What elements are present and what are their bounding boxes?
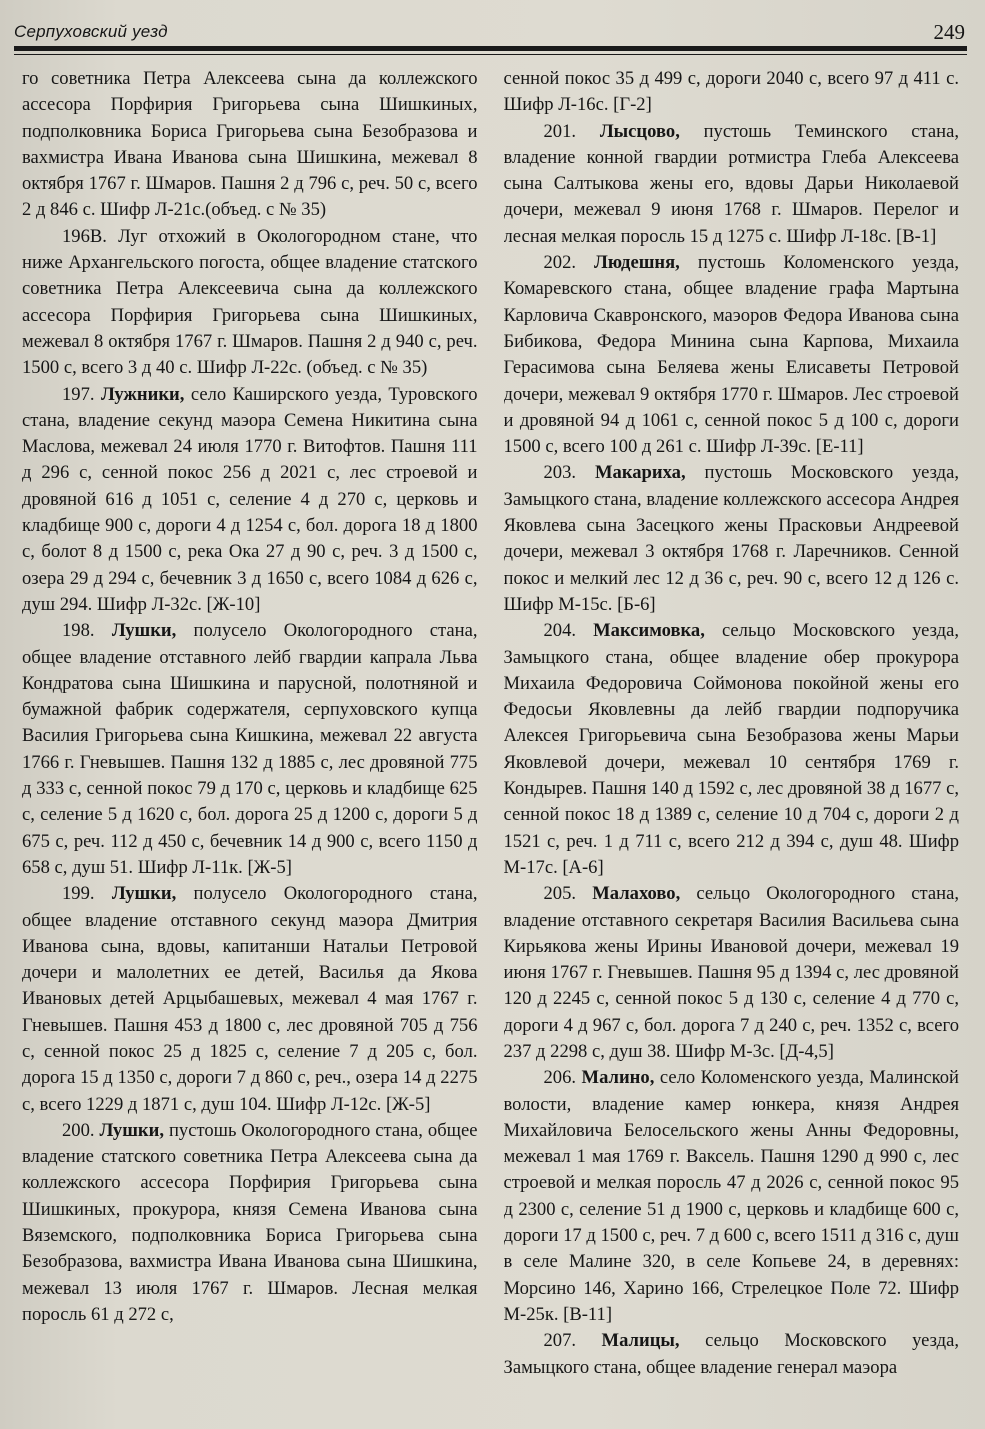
entry-continued: сенной покос 35 д 499 с, дороги 2040 с, всего 97 д 411 с. Шифр Л-16с. [Г-2] [503,68,959,116]
header-rule-thick [14,46,967,51]
entry-name: Людешня, [594,252,680,274]
entry-207: 207. Малицы, сельцо Московского уезда, Замыцкого стана, общее владение генерал маэора [503,1330,959,1378]
entry-name: Лысцово, [599,120,680,142]
entry-200: 200. Лушки, пустошь Окологородного стана, общее владение статского советника Петра Алексеева сына да коллежского ассесора Порфирия Григорьева сына Шишкиных, прокурора, князя Семена Иванова сына Вяземского, подполковника Бориса Григорьева сына Безобразова, вахмистра Ивана Иванова сына Шишкина, межевал 13 июля 1767 г. Шмаров. Лесная мелкая поросль 61 д 272 с, [22,1119,478,1325]
entry-name: Макариха, [594,462,686,484]
right-column [504,66,960,1429]
running-head: Серпуховский уезд [14,22,168,41]
text-columns [22,66,959,1429]
entry-205: 205. Малахово, сельцо Окологородного стана, владение отставного секретаря Василия Васильева сына Кирьякова жены Ирины Ивановой дочери, межевал 19 июня 1767 г. Гневышев. Пашня 95 д 1394 с, лес дровяной 120 д 2245 с, сенной покос 5 д 130 с, селение 4 д 770 с, дороги 4 д 967 с, бол. дорога 7 д 240 с, реч. 1352 с, всего 237 д 2298 с, душ 38. Шифр М-3с. [Д-4,5] [503,883,959,1062]
entry-continued: го советника Петра Алексеева сына да коллежского ассесора Порфирия Григорьева сына Шишкиных, подполковника Бориса Григорьева сына Безобразова и вахмистра Ивана Иванова сына Шишкина, межевал 8 октября 1767 г. Шмаров. Пашня 2 д 796 с, реч. 50 с, всего 2 д 846 с. Шифр Л-21с.(объед. с № 35) [22,68,478,221]
page-header [14,18,967,58]
entry-name: Малино, [581,1067,655,1089]
entry-name: Лушки, [99,1119,164,1141]
entry-197: 197. Лужники, село Каширского уезда, Туровского стана, владение секунд маэора Семена Никитина сына Маслова, межевал 24 июля 1770 г. Витофтов. Пашня 111 д 296 с, сенной покос 256 д 2021 с, лес строевой и дровяной 616 д 1051 с, селение 4 д 270 с, церковь и кладбище 900 с, дороги 4 д 1254 с, бол. дорога 18 д 1800 с, болот 8 д 1500 с, река Ока 27 д 90 с, реч. 3 д 1500 с, озера 29 д 294 с, бечевник 3 д 1650 с, всего 1084 д 626 с, душ 294. Шифр Л-32с. [Ж-10] [22,383,478,615]
entry-201: 201. Лысцово, пустошь Теминского стана, владение конной гвардии ротмистра Глеба Алексеева сына Салтыкова жены его, вдовы Дарьи Николаевой дочери, межевал 9 июня 1768 г. Шмаров. Перелог и лесная мелкая поросль 15 д 1275 с. Шифр Л-18с. [В-1] [503,120,959,247]
entry-name: Малахово, [592,883,681,905]
header-rule-thin [14,54,967,55]
entry-name: Лужники, [100,383,185,405]
entry-206: 206. Малино, село Коломенского уезда, Малинской волости, владение камер юнкера, князя Андрея Михайловича Белосельского жены Анны Федоровны, межевал 1 мая 1769 г. Ваксель. Пашня 1290 д 990 с, лес строевой и мелкая поросль 47 д 2026 с, сенной покос 95 д 2300 с, селение 51 д 1900 с, церковь и кладбище 600 с, дороги 17 д 1500 с, реч. 7 д 600 с, всего 1511 д 316 с, душ в селе Малине 320, в селе Копьеве 24, в деревнях: Морсино 146, Харино 166, Стрелецкое Поле 72. Шифр М-25к. [В-11] [503,1067,959,1325]
entry-199: 199. Лушки, полусело Окологородного стана, общее владение отставного секунд маэора Дмитрия Иванова сына, вдовы, капитанши Натальи Петровой дочери и малолетних ее детей, Василья да Якова Ивановых детей Арцыбашевых, межевал 4 мая 1767 г. Гневышев. Пашня 453 д 1800 с, лес дровяной 705 д 756 с, сенной покос 25 д 1825 с, селение 7 д 205 с, бол. дорога 15 д 1350 с, дороги 7 д 860 с, реч., озера 14 д 2275 с, всего 1229 д 1871 с, душ 104. Шифр Л-12с. [Ж-5] [22,883,478,1115]
entry-name: Малицы, [601,1330,680,1352]
page-number: 249 [933,20,965,44]
entry-204: 204. Максимовка, сельцо Московского уезда, Замыцкого стана, общее владение обер прокурора Михаила Федоровича Соймонова покойной жены его Федосьи Яковлевны да лейб гвардии подпоручика Алексея Григорьевича сына Безобразова жены Марьи Яковлевой дочери, межевал 10 сентября 1769 г. Кондырев. Пашня 140 д 1592 с, лес дровяной 38 д 1677 с, сенной покос 18 д 1389 с, селение 10 д 704 с, дороги 2 д 1521 с, реч. 1 д 711 с, всего 212 д 394 с, душ 48. Шифр М-17с. [А-6] [503,620,959,878]
entry-203: 203. Макариха, пустошь Московского уезда, Замыцкого стана, владение коллежского ассесора Андрея Яковлева сына Засецкого жены Прасковьи Андреевой дочери, межевал 3 октября 1768 г. Ларечников. Сенной покос и мелкий лес 12 д 36 с, реч. 90 с, всего 12 д 126 с. Шифр М-15с. [Б-6] [503,462,959,615]
entry-name: Максимовка, [593,620,705,642]
entry-name: Лушки, [111,620,177,642]
left-column [22,66,478,1429]
entry-name: Лушки, [111,883,177,905]
entry-196v: 196В. Луг отхожий в Окологородном стане, что ниже Архангельского погоста, общее владение статского советника Петра Алексеевича сына да коллежского ассесора Порфирия Григорьева сына Шишкиных, межевал 8 октября 1767 г. Шмаров. Пашня 2 д 940 с, реч. 1500 с, всего 3 д 40 с. Шифр Л-22с. (объед. с № 35) [22,225,478,379]
entry-198: 198. Лушки, полусело Окологородного стана, общее владение отставного лейб гвардии капрала Льва Кондратова сына Шишкина и парусной, полотняной и бумажной фабрик содержателя, серпуховского купца Василия Григорьева сына Кишкина, межевал 22 августа 1766 г. Гневышев. Пашня 132 д 1885 с, лес дровяной 775 д 333 с, сенной покос 79 д 170 с, церковь и кладбище 625 с, селение 5 д 1620 с, бол. дорога 25 д 1200 с, дороги 5 д 675 с, реч. 112 д 450 с, бечевник 14 д 900 с, всего 1150 д 658 с, душ 51. Шифр Л-11к. [Ж-5] [22,620,478,878]
entry-202: 202. Людешня, пустошь Коломенского уезда, Комаревского стана, общее владение графа Мартына Карловича Скавронского, маэоров Федора Иванова сына Бибикова, Федора Минина сына Карпова, Михаила Герасимова сына Беляева жены Елисаветы Петровой дочери, межевал 9 октября 1770 г. Шмаров. Лес строевой и дровяной 94 д 1061 с, сенной покос 5 д 100 с, дороги 1500 с, всего 100 д 261 с. Шифр Л-39с. [Е-11] [503,252,959,458]
